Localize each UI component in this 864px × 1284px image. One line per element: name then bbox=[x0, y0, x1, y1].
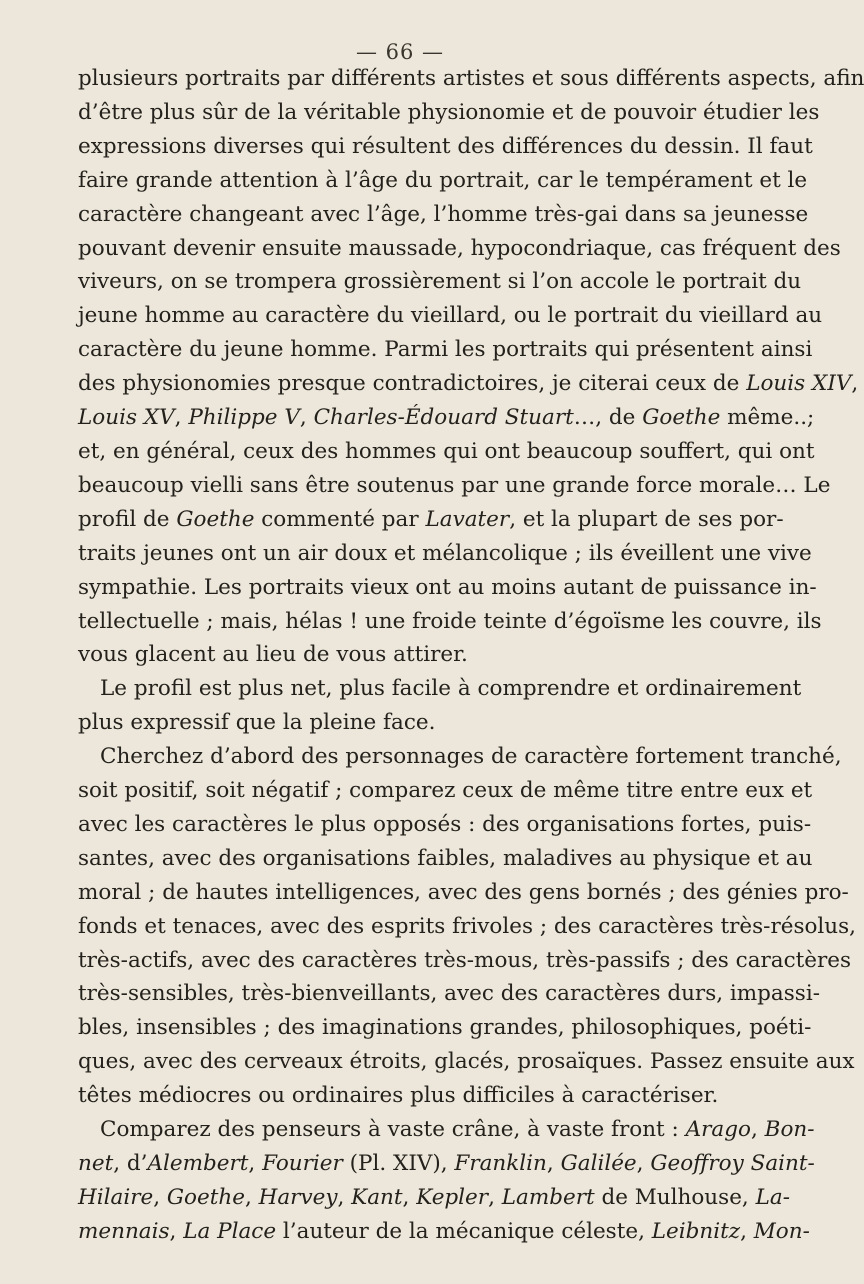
text-line bbox=[78, 232, 841, 266]
text-line bbox=[78, 1215, 810, 1249]
text-line bbox=[78, 1079, 719, 1113]
text-line bbox=[78, 808, 812, 842]
italic-name: Alembert bbox=[147, 1151, 249, 1176]
italic-name: Goethe bbox=[642, 405, 721, 431]
text-line bbox=[78, 265, 802, 299]
text-segment: …, de bbox=[573, 405, 643, 431]
text-segment: plus expressif que la pleine face. bbox=[78, 710, 436, 736]
text-line bbox=[78, 299, 823, 333]
text-line bbox=[78, 1113, 815, 1147]
text-segment: traits jeunes ont un air doux et mélancolique ; ils éveillent une vive bbox=[78, 540, 812, 566]
italic-name: Goethe bbox=[166, 1184, 245, 1210]
text-segment: et, en général, ceux des hommes qui ont beaucoup souffert, qui ont bbox=[78, 438, 815, 464]
text-line bbox=[78, 130, 813, 164]
text-segment: d’être plus sûr de la véritable physionomie et de pouvoir étudier les bbox=[78, 99, 820, 125]
text-segment: santes, avec des organisations faibles, maladives au physique et au bbox=[78, 845, 813, 871]
text-line bbox=[78, 1147, 815, 1181]
text-line bbox=[78, 910, 857, 944]
italic-name: Galilée bbox=[560, 1151, 637, 1176]
italic-name: net bbox=[78, 1151, 114, 1176]
text-segment: Comparez des penseurs à vaste crâne, à vaste front : bbox=[100, 1117, 686, 1143]
text-line bbox=[78, 401, 815, 435]
text-segment: , bbox=[851, 371, 859, 397]
text-segment: même..; bbox=[720, 405, 815, 431]
italic-name: La- bbox=[755, 1184, 790, 1210]
text-segment: (Pl. XIV), bbox=[342, 1151, 455, 1176]
italic-name: La Place bbox=[183, 1218, 277, 1244]
text-segment: très-actifs, avec des caractères très-mous, très-passifs ; des caractères bbox=[78, 947, 852, 973]
text-segment: , bbox=[174, 405, 189, 431]
text-line bbox=[78, 605, 822, 639]
text-segment: de Mulhouse, bbox=[594, 1184, 756, 1210]
italic-name: Leibnitz bbox=[651, 1218, 741, 1244]
text-line bbox=[78, 740, 842, 774]
text-segment: têtes médiocres ou ordinaires plus difficiles à caractériser. bbox=[78, 1083, 719, 1109]
text-line bbox=[78, 638, 714, 672]
text-segment: Le profil est plus net, plus facile à comprendre et ordinairement bbox=[100, 676, 802, 702]
text-segment: soit positif, soit négatif ; comparez ceux de même titre entre eux et bbox=[78, 778, 813, 804]
text-line bbox=[78, 333, 813, 367]
text-segment: bles, insensibles ; des imaginations grandes, philosophiques, poéti- bbox=[78, 1015, 812, 1041]
text-line bbox=[78, 1181, 790, 1215]
text-segment: faire grande attention à l’âge du portrait, car le tempérament et le bbox=[78, 167, 808, 193]
text-line bbox=[78, 706, 714, 740]
italic-name: Lavater bbox=[425, 506, 510, 532]
text-line bbox=[78, 1011, 812, 1045]
italic-name: Franklin bbox=[454, 1151, 547, 1176]
italic-name: Louis XV bbox=[78, 405, 175, 431]
text-segment: Cherchez d’abord des personnages de caractère fortement tranché, bbox=[100, 744, 842, 770]
text-segment: , bbox=[337, 1184, 352, 1210]
italic-name: Harvey bbox=[258, 1184, 338, 1210]
italic-name: Kepler bbox=[416, 1184, 489, 1210]
text-line bbox=[78, 367, 859, 401]
text-segment: , bbox=[244, 1184, 259, 1210]
text-line bbox=[78, 503, 784, 537]
text-segment: , bbox=[636, 1151, 651, 1176]
text-segment: ques, avec des cerveaux étroits, glacés, prosaïques. Passez ensuite aux bbox=[78, 1049, 855, 1075]
italic-name: Kant bbox=[351, 1184, 403, 1210]
text-line bbox=[78, 435, 815, 469]
text-line bbox=[78, 876, 849, 910]
text-segment: l’auteur de la mécanique céleste, bbox=[276, 1218, 652, 1244]
text-line bbox=[78, 537, 812, 571]
italic-name: Fourier bbox=[262, 1151, 343, 1176]
text-segment: jeune homme au caractère du vieillard, ou le portrait du vieillard au bbox=[78, 303, 823, 329]
text-segment: très-sensibles, très-bienveillants, avec des caractères durs, impassi- bbox=[78, 981, 820, 1007]
text-segment: fonds et tenaces, avec des esprits frivoles ; des caractères très-résolus, bbox=[78, 913, 857, 939]
text-segment: sympathie. Les portraits vieux ont au moins autant de puissance in- bbox=[78, 574, 817, 600]
text-segment: , bbox=[488, 1184, 502, 1210]
italic-name: Bon- bbox=[764, 1117, 815, 1143]
text-segment: tellectuelle ; mais, hélas ! une froide teinte d’égoïsme les couvre, ils bbox=[78, 608, 822, 634]
italic-name: Arago bbox=[685, 1117, 751, 1143]
text-line bbox=[78, 198, 809, 232]
text-segment: , bbox=[546, 1151, 561, 1176]
text-segment: , et la plupart de ses por- bbox=[509, 506, 784, 532]
text-segment: expressions diverses qui résultent des différences du dessin. Il faut bbox=[78, 133, 813, 159]
text-line bbox=[78, 1045, 855, 1079]
italic-name: Geoffroy Saint- bbox=[650, 1151, 815, 1176]
text-line bbox=[78, 672, 802, 706]
italic-name: Lambert bbox=[501, 1184, 595, 1210]
text-segment: , bbox=[750, 1117, 765, 1143]
text-line bbox=[78, 977, 820, 1011]
text-segment: profil de bbox=[78, 506, 177, 532]
italic-name: Philippe V bbox=[188, 405, 300, 431]
text-segment: , bbox=[740, 1218, 754, 1244]
text-line bbox=[78, 774, 813, 808]
text-line bbox=[78, 62, 864, 96]
text-line bbox=[78, 164, 808, 198]
italic-name: Goethe bbox=[176, 506, 255, 532]
italic-name: Hilaire bbox=[78, 1184, 154, 1210]
italic-name: Charles-Édouard Stuart bbox=[313, 405, 574, 431]
italic-name: Mon- bbox=[753, 1218, 810, 1244]
text-segment: avec les caractères le plus opposés : des organisations fortes, puis- bbox=[78, 811, 812, 837]
text-segment: des physionomies presque contradictoires, je citerai ceux de bbox=[78, 371, 747, 397]
text-segment: , d’ bbox=[113, 1151, 148, 1176]
italic-name: Louis XIV bbox=[746, 371, 852, 397]
text-segment: , bbox=[248, 1151, 263, 1176]
italic-name: mennais bbox=[78, 1218, 170, 1244]
text-line bbox=[78, 469, 831, 503]
text-segment: pouvant devenir ensuite maussade, hypocondriaque, cas fréquent des bbox=[78, 235, 841, 261]
text-segment: viveurs, on se trompera grossièrement si l’on accole le portrait du bbox=[78, 269, 802, 295]
text-segment: caractère changeant avec l’âge, l’homme très-gai dans sa jeunesse bbox=[78, 201, 809, 227]
body-text bbox=[78, 62, 864, 1249]
text-segment: vous glacent au lieu de vous attirer. bbox=[78, 642, 468, 668]
text-segment: commenté par bbox=[254, 506, 426, 532]
text-line bbox=[78, 96, 820, 130]
text-segment: , bbox=[299, 405, 314, 431]
text-line bbox=[78, 842, 813, 876]
text-segment: , bbox=[402, 1184, 417, 1210]
text-segment: moral ; de hautes intelligences, avec des gens bornés ; des génies pro- bbox=[78, 879, 849, 905]
page-number: — 66 — bbox=[355, 40, 445, 64]
text-line bbox=[78, 571, 817, 605]
text-segment: beaucoup vielli sans être soutenus par une grande force morale… Le bbox=[78, 472, 831, 498]
text-segment: , bbox=[169, 1218, 184, 1244]
text-line bbox=[78, 944, 852, 978]
text-segment: plusieurs portraits par différents artistes et sous différents aspects, afin bbox=[78, 66, 864, 91]
text-segment: caractère du jeune homme. Parmi les portraits qui présentent ainsi bbox=[78, 337, 813, 363]
text-segment: , bbox=[153, 1184, 167, 1210]
